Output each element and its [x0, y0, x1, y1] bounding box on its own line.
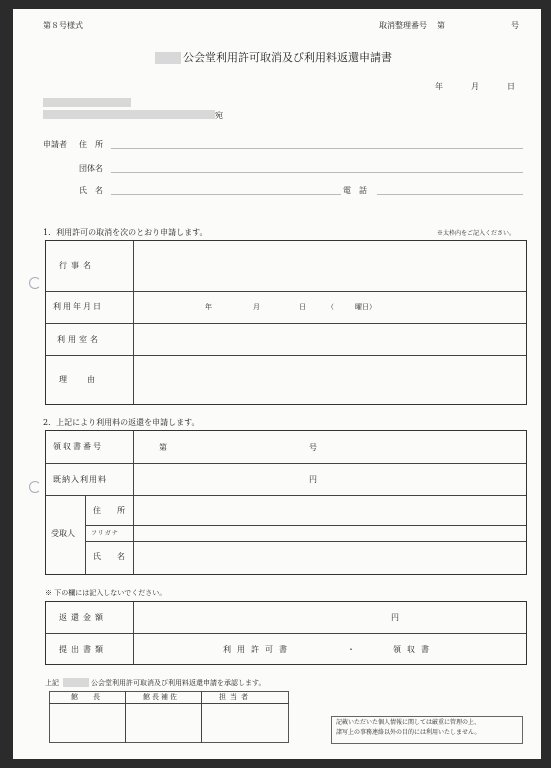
applicant-phone-field[interactable]	[377, 194, 523, 195]
approval-col-director: 館 長	[71, 693, 104, 701]
privacy-note-line1: 記載いただいた個人情報に関しては厳重に管理の上、	[336, 719, 481, 726]
control-number-label: 取消整理番号	[379, 21, 427, 30]
applicant-group-field[interactable]	[111, 172, 523, 173]
reason-label: 理 由	[59, 375, 101, 384]
section2-heading: 2．上記により利用料の返還を申請します。	[43, 418, 200, 427]
form-page	[13, 9, 541, 759]
applicant-name-field[interactable]	[111, 194, 341, 195]
applicant-address-field[interactable]	[111, 148, 523, 149]
date-month: 月	[471, 82, 479, 91]
recipient-name-label: 氏 名	[93, 552, 129, 561]
applicant-group-label: 団体名	[79, 164, 103, 173]
recipient-furigana-label: フリガナ	[91, 530, 119, 537]
event-label: 行事名	[59, 261, 95, 270]
room-field[interactable]	[135, 325, 525, 353]
redacted-addressee-line2	[43, 110, 215, 119]
privacy-note-line2: 諸写上の事務連絡以外の目的には利用いたしません。	[336, 729, 481, 736]
approval-col-staff: 担当者	[219, 693, 252, 701]
recipient-label: 受取人	[51, 529, 75, 538]
refund-amount-yen: 円	[391, 613, 399, 622]
submitted-docs-label: 提出書類	[59, 645, 107, 654]
office-use-note: ※ 下の欄には記入しないでください。	[45, 589, 167, 597]
receipt-number-suffix: 号	[309, 443, 317, 452]
use-date-dow-open: （	[327, 303, 334, 311]
applicant-label: 申請者	[43, 140, 67, 149]
redacted-addressee-line1	[43, 98, 131, 107]
doc-separator: ・	[347, 645, 355, 654]
date-year: 年	[435, 82, 443, 91]
applicant-address-label: 住 所	[79, 140, 103, 149]
refund-amount-label: 返還金額	[59, 613, 107, 622]
use-date-month: 月	[253, 303, 260, 311]
redacted-hall-name	[155, 52, 181, 64]
punch-hole-bottom	[29, 481, 41, 493]
form-number: 第８号様式	[43, 21, 83, 30]
addressee-suffix: 宛	[215, 111, 223, 120]
section1-note: ※太枠内をご記入ください。	[437, 230, 516, 237]
receipt-number-prefix: 第	[159, 443, 167, 452]
control-number-suffix: 号	[511, 21, 519, 30]
recipient-address-label: 住 所	[93, 506, 129, 515]
privacy-note-box	[331, 716, 523, 744]
receipt-number-label: 領収書番号	[53, 442, 103, 451]
approval-prefix: 上記	[45, 679, 59, 687]
recipient-address-field[interactable]	[135, 497, 525, 523]
use-date-year: 年	[205, 303, 212, 311]
recipient-name-field[interactable]	[135, 543, 525, 573]
use-date-label: 利用年月日	[53, 302, 103, 311]
page-title: 公会堂利用許可取消及び利用料返還申請書	[183, 51, 392, 64]
applicant-name-label: 氏 名	[79, 186, 103, 195]
doc-receipt: 領収書	[393, 645, 435, 654]
use-date-day: 日	[299, 303, 306, 311]
applicant-phone-label: 電 話	[343, 186, 367, 195]
date-day: 日	[507, 82, 515, 91]
reason-field[interactable]	[135, 357, 525, 403]
paid-fee-label: 既納入利用料	[53, 475, 107, 484]
approval-col-deputy: 館長補佐	[143, 693, 179, 701]
event-field[interactable]	[135, 243, 525, 289]
use-date-dow: 曜日）	[355, 303, 376, 311]
room-label: 利用室名	[57, 335, 101, 344]
paid-fee-yen: 円	[309, 475, 317, 484]
redacted-hall-name-2	[63, 678, 89, 687]
doc-permit: 利用許可書	[223, 645, 293, 654]
control-number-prefix: 第	[437, 21, 445, 30]
punch-hole-top	[29, 277, 41, 289]
approval-text: 公会堂利用許可取消及び利用料返還申請を承認します。	[91, 679, 266, 687]
recipient-furigana-field[interactable]	[135, 527, 525, 539]
section1-heading: 1．利用許可の取消を次のとおり申請します。	[43, 228, 208, 237]
